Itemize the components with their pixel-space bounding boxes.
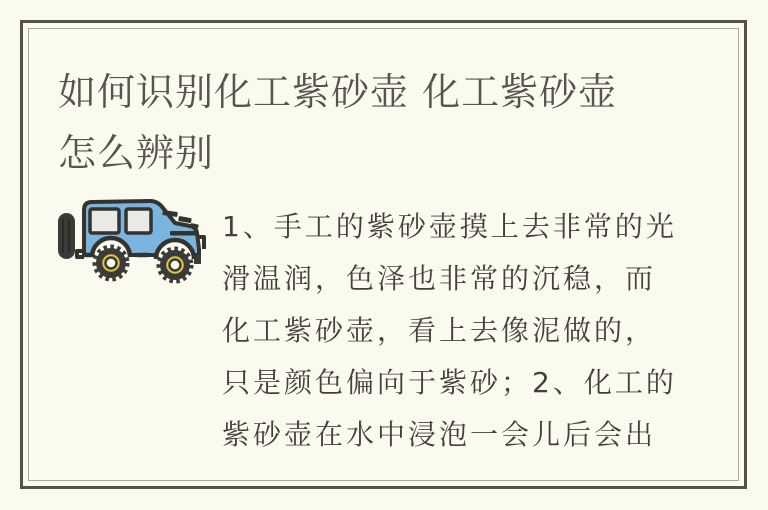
jeep-illustration (53, 193, 208, 293)
rear-window (90, 209, 119, 233)
front-window (126, 209, 151, 233)
body-text-line: 紫砂壶在水中浸泡一会儿后会出 (222, 418, 657, 451)
article-body (222, 201, 738, 461)
body-text-line: 1、手工的紫砂壶摸上去非常的光 (222, 210, 677, 243)
body-text-line: 只是颜色偏向于紫砂；2、化工的 (222, 366, 677, 399)
body-text-line: 化工紫砂壶，看上去像泥做的， (222, 314, 657, 347)
content-area (29, 29, 738, 480)
hood-line (170, 231, 197, 236)
article-title: 如何识别化工紫砂壶 化工紫砂壶怎么辨别 (58, 70, 618, 175)
spare-tire-icon (58, 213, 75, 259)
body-text-line: 滑温润，色泽也非常的沉稳，而 (222, 262, 657, 295)
